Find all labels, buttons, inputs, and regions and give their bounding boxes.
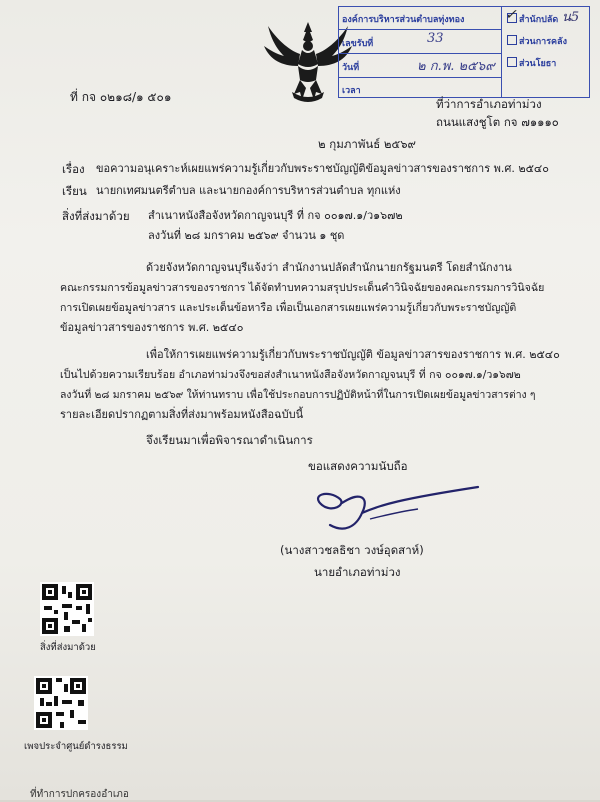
stamp-date-label: วันที่ xyxy=(342,63,360,73)
para2-line: ลงวันที่ ๒๘ มกราคม ๒๕๖๙ ให้ท่านทราบ เพื่อใช้ประกอบการปฏิบัติหน้าที่ในการเปิดเผยข้อมูลข่าวสารต่าง ๆ xyxy=(60,389,536,401)
para2-line: รายละเอียดปรากฏตามสิ่งที่ส่งมาพร้อมหนังสือฉบับนี้ xyxy=(60,408,304,421)
stamp-check-box-3 xyxy=(507,57,517,67)
stamp-recv-label: เลขรับที่ xyxy=(342,39,374,49)
signer-name: (นางสาวชลธิชา วงษ์อุดสาห์) xyxy=(280,543,424,557)
signer-title: นายอำเภอท่าม่วง xyxy=(314,565,401,579)
to-label: เรียน xyxy=(62,184,87,198)
stamp-check-1: สำนักปลัด xyxy=(519,15,559,25)
stamp-recv-no: 33 xyxy=(427,31,444,46)
qr-code-page[interactable] xyxy=(34,676,88,730)
reference-number: ที่ กจ ๐๒๑๘/๑ ๕๐๑ xyxy=(70,90,172,104)
stamp-org: องค์การบริหารส่วนตำบลทุ่งทอง xyxy=(342,15,465,25)
stamp-check-box-2 xyxy=(507,35,517,45)
para2-line: เป็นไปด้วยความเรียบร้อย อำเภอท่าม่วงจึงขอส่งสำเนาหนังสือจังหวัดกาญจนบุรี ที่ กจ ๐๐๑๗.๑/ว๑๖๗๒ xyxy=(60,369,521,381)
sender-org: ที่ว่าการอำเภอท่าม่วง xyxy=(436,97,542,111)
check-mark-icon: ✓ xyxy=(505,7,517,23)
subject-text: ขอความอนุเคราะห์เผยแพร่ความรู้เกี่ยวกับพระราชบัญญัติข้อมูลข่าวสารของราชการ พ.ศ. ๒๕๔๐ xyxy=(96,162,549,175)
para1-line: ด้วยจังหวัดกาญจนบุรีแจ้งว่า สำนักงานปลัดสำนักนายกรัฐมนตรี โดยสำนักงาน xyxy=(146,261,512,274)
footer-text: ที่ทำการปกครองอำเภอ xyxy=(30,789,129,800)
signature xyxy=(300,485,480,547)
received-stamp xyxy=(338,6,590,98)
letter-date: ๒ กุมภาพันธ์ ๒๕๖๙ xyxy=(318,137,416,151)
enclosure-label: สิ่งที่ส่งมาด้วย xyxy=(62,209,130,223)
subject-label: เรื่อง xyxy=(62,162,85,176)
para2-line: เพื่อให้การเผยแพร่ความรู้เกี่ยวกับพระราชบัญญัติ ข้อมูลข่าวสารของราชการ พ.ศ. ๒๕๔๐ xyxy=(146,348,560,361)
stamp-check-2: ส่วนการคลัง xyxy=(519,37,567,47)
stamp-check-3: ส่วนโยธา xyxy=(519,59,557,69)
sender-address: ถนนแสงชูโต กจ ๗๑๑๑๐ xyxy=(436,115,559,129)
to-text: นายกเทศมนตรีตำบล และนายกองค์การบริหารส่วนตำบล ทุกแห่ง xyxy=(96,184,401,197)
stamp-time-label: เวลา xyxy=(342,86,361,96)
qr-code-enclosure[interactable] xyxy=(40,582,94,636)
closing-salutation: ขอแสดงความนับถือ xyxy=(308,459,408,473)
para1-line: คณะกรรมการข้อมูลข่าวสารของราชการ ได้จัดทำบทความสรุปประเด็นคำวินิจฉัยของคณะกรรมการวินิจฉัย xyxy=(60,282,545,294)
qr1-caption: สิ่งที่ส่งมาด้วย xyxy=(40,642,96,653)
stamp-date-value: ๒ ก.พ. ๒๕๖๙ xyxy=(417,59,495,74)
closing-request: จึงเรียนมาเพื่อพิจารณาดำเนินการ xyxy=(146,433,313,447)
qr2-caption: เพจประจำศูนย์ดำรงธรรม xyxy=(24,741,128,752)
para1-line: ข้อมูลข่าวสารของราชการ พ.ศ. ๒๕๔๐ xyxy=(60,321,244,334)
enclosure-line-2: ลงวันที่ ๒๘ มกราคม ๒๕๖๙ จำนวน ๑ ชุด xyxy=(148,229,345,242)
enclosure-line-1: สำเนาหนังสือจังหวัดกาญจนบุรี ที่ กจ ๐๐๑๗.๑/ว๑๖๗๒ xyxy=(148,209,403,222)
para1-line: การเปิดเผยข้อมูลข่าวสาร และประเด็นข้อหารือ เพื่อเป็นเอกสารเผยแพร่ความรู้เกี่ยวกับพระราชบัญญัติ xyxy=(60,302,517,314)
margin-note: น5 xyxy=(562,10,580,25)
